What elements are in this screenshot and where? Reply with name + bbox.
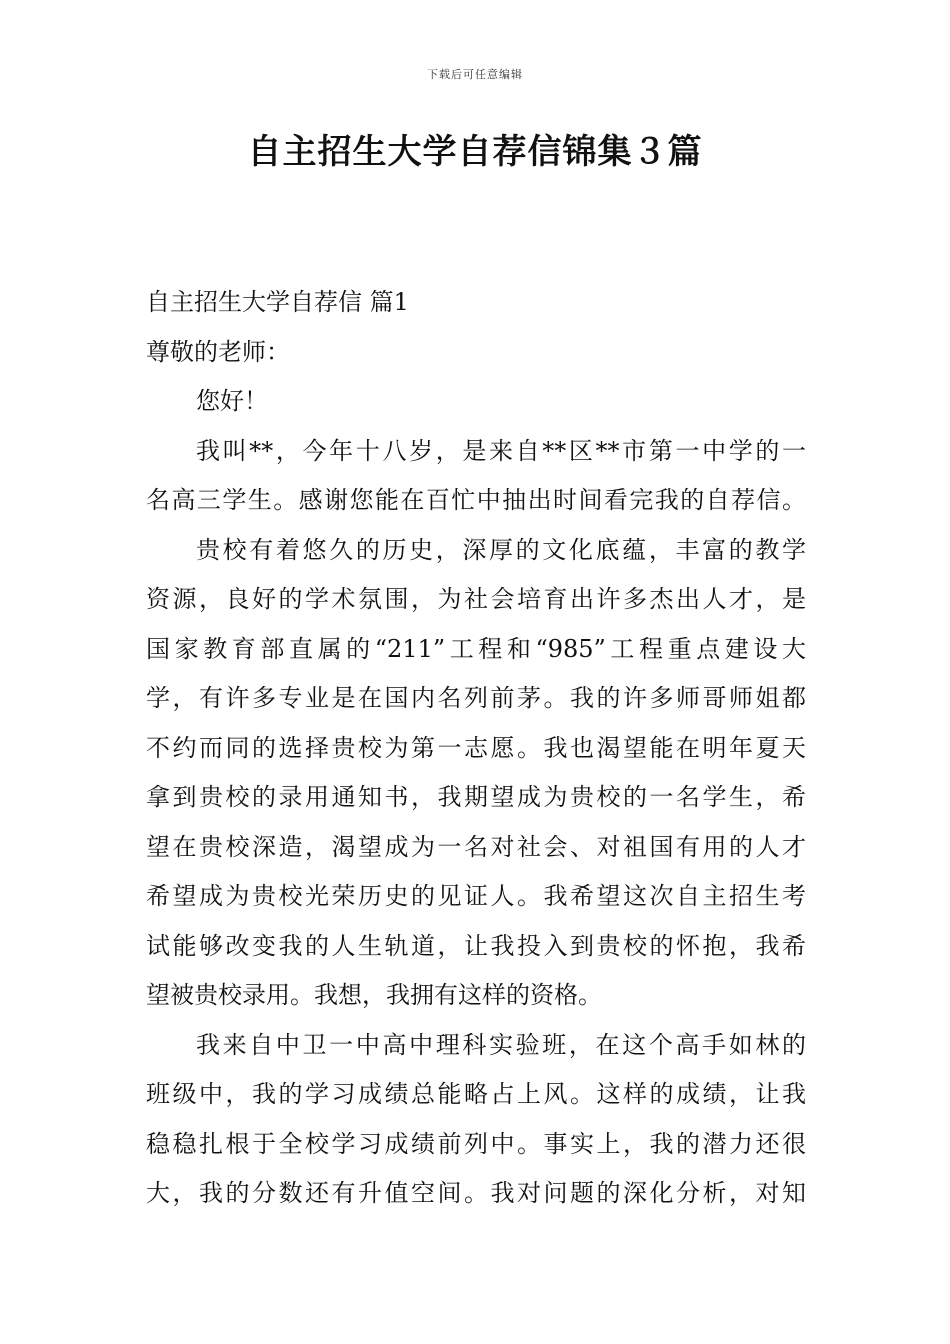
body-line: 望被贵校录用。我想，我拥有这样的资格。 (146, 981, 602, 1009)
document-title: 自主招生大学自荐信锦集３篇 (247, 132, 703, 172)
body-line: 希望成为贵校光荣历史的见证人。我希望这次自主招生考 (146, 882, 806, 910)
body-line: 望在贵校深造，渴望成为一名对社会、对祖国有用的人才 (146, 832, 806, 861)
body-line: 班级中，我的学习成绩总能略占上风。这样的成绩，让我 (146, 1080, 806, 1108)
document-body (146, 278, 806, 1219)
body-line: 不约而同的选择贵校为第一志愿。我也渴望能在明年夏天 (146, 733, 806, 762)
body-line: 名高三学生。感谢您能在百忙中抽出时间看完我的自荐信。 (146, 486, 806, 514)
body-line: 大，我的分数还有升值空间。我对问题的深化分析，对知 (146, 1179, 806, 1207)
header-note: 下载后可任意编辑 (427, 68, 523, 81)
body-line: 国家教育部直属的“211”工程和“985”工程重点建设大 (146, 634, 806, 663)
salutation: 尊敬的老师： (146, 337, 290, 366)
body-line: 我叫**，今年十八岁，是来自**区**市第一中学的一 (196, 436, 806, 465)
body-line: 贵校有着悠久的历史，深厚的文化底蕴，丰富的教学 (196, 535, 806, 564)
body-line: 资源，良好的学术氛围，为社会培育出许多杰出人才，是 (146, 585, 806, 613)
body-line: 我来自中卫一中高中理科实验班，在这个高手如林的 (196, 1030, 806, 1059)
greeting: 您好！ (196, 387, 268, 415)
body-line: 试能够改变我的人生轨道，让我投入到贵校的怀抱，我希 (146, 931, 806, 960)
body-line: 稳稳扎根于全校学习成绩前列中。事实上，我的潜力还很 (146, 1129, 806, 1158)
section-heading: 自主招生大学自荐信 篇1 (146, 288, 409, 316)
body-line: 学，有许多专业是在国内名列前茅。我的许多师哥师姐都 (146, 684, 806, 712)
body-line: 拿到贵校的录用通知书，我期望成为贵校的一名学生，希 (146, 783, 806, 811)
